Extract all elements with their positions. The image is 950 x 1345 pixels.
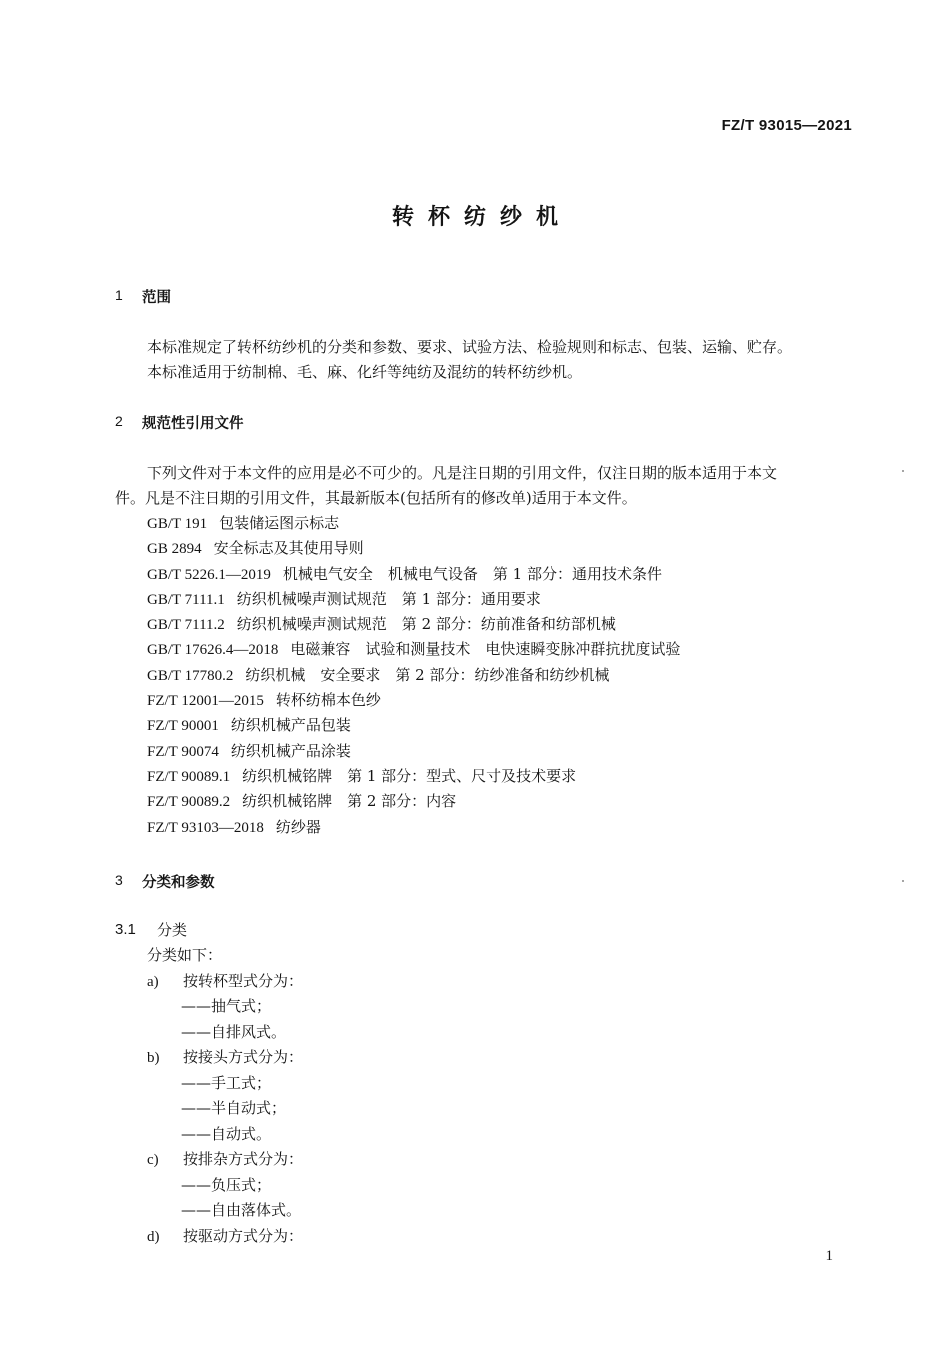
- section-1-number: 1: [115, 287, 123, 303]
- classification-item: [147, 1224, 303, 1250]
- classification-option: ——自动式。: [181, 1124, 272, 1143]
- reference-title: 包装储运图示标志: [219, 514, 340, 532]
- reference-item: [147, 637, 680, 662]
- classification-item-label: b): [147, 1050, 160, 1066]
- reference-code: GB/T 7111.1: [147, 591, 225, 608]
- reference-title: 纺织机械铭牌 第 2 部分：内容: [242, 792, 457, 811]
- reference-code: FZ/T 93103—2018: [147, 819, 264, 836]
- normative-references-list: [147, 511, 680, 840]
- classification-option: ——自排风式。: [181, 1022, 287, 1041]
- classification-item: [147, 969, 303, 995]
- reference-item: [147, 562, 680, 587]
- reference-title: 机械电气安全 机械电气设备 第 1 部分：通用技术条件: [282, 564, 662, 583]
- subsection-3-1-title: 分类: [157, 921, 188, 939]
- reference-item: [147, 688, 680, 713]
- classification-item-text: 按接头方式分为：: [183, 1048, 304, 1066]
- reference-code: FZ/T 90074: [147, 743, 219, 760]
- reference-item: [147, 739, 680, 764]
- reference-item: [147, 713, 680, 738]
- reference-title: 转杯纺棉本色纱: [275, 691, 381, 710]
- reference-item: [147, 587, 680, 612]
- classification-option: ——负压式；: [181, 1175, 272, 1194]
- reference-item: [147, 612, 680, 637]
- section-1-paragraph-2: 本标准适用于纺制棉、毛、麻、化纤等纯纺及混纺的转杯纺纱机。: [147, 363, 583, 381]
- reference-code: GB/T 17780.2: [147, 667, 234, 684]
- reference-title: 纺织机械 安全要求 第 2 部分：纺纱准备和纺纱机械: [245, 665, 610, 684]
- reference-title: 安全标志及其使用导则: [213, 539, 364, 558]
- reference-code: GB/T 5226.1—2019: [147, 566, 271, 583]
- section-2-title: 规范性引用文件: [142, 416, 244, 432]
- section-1-title: 范围: [142, 290, 171, 306]
- classification-item-text: 按转杯型式分为：: [183, 971, 304, 990]
- section-2-intro-line-2: 件。凡是不注日期的引用文件，其最新版本(包括所有的修改单)适用于本文件。: [115, 489, 637, 507]
- classification-list: [147, 943, 303, 1249]
- subsection-3-1-number: 3.1: [115, 921, 136, 938]
- classification-option: ——抽气式；: [181, 997, 272, 1015]
- reference-item: [147, 815, 680, 840]
- reference-item: [147, 511, 680, 536]
- document-title: 转杯纺纱机: [391, 205, 572, 230]
- classification-option: ——自由落体式。: [181, 1201, 302, 1219]
- standard-code: FZ/T 93015—2021: [721, 117, 852, 134]
- reference-code: FZ/T 12001—2015: [147, 693, 264, 710]
- reference-code: GB/T 17626.4—2018: [147, 642, 279, 659]
- classification-option: ——半自动式；: [181, 1099, 287, 1117]
- reference-title: 纺纱器: [275, 817, 321, 836]
- section-1-paragraph-1: 本标准规定了转杯纺纱机的分类和参数、要求、试验方法、检验规则和标志、包装、运输、贮存。: [147, 338, 793, 356]
- reference-code: GB/T 191: [147, 516, 208, 532]
- reference-code: FZ/T 90089.1: [147, 768, 231, 785]
- reference-code: GB/T 7111.2: [147, 617, 225, 634]
- section-2-number: 2: [115, 413, 123, 429]
- reference-item: [147, 789, 680, 814]
- section-3-title: 分类和参数: [142, 875, 215, 891]
- scan-speck: [902, 470, 904, 472]
- classification-intro: 分类如下：: [147, 946, 223, 964]
- reference-item: [147, 663, 680, 688]
- classification-item: [147, 1045, 303, 1071]
- section-2-intro-line-1: 下列文件对于本文件的应用是必不可少的。凡是注日期的引用文件，仅注日期的版本适用于本文: [147, 464, 778, 482]
- reference-title: 纺织机械铭牌 第 1 部分：型式、尺寸及技术要求: [242, 766, 577, 785]
- classification-item-text: 按驱动方式分为：: [183, 1226, 304, 1245]
- page-number: 1: [825, 1248, 833, 1264]
- reference-title: 纺织机械噪声测试规范 第 2 部分：纺前准备和纺部机械: [236, 615, 616, 634]
- scan-speck: [902, 880, 904, 882]
- reference-code: FZ/T 90001: [147, 718, 219, 735]
- reference-item: [147, 536, 680, 561]
- reference-title: 纺织机械噪声测试规范 第 1 部分：通用要求: [236, 589, 541, 608]
- section-3-number: 3: [115, 872, 123, 888]
- reference-title: 电磁兼容 试验和测量技术 电快速瞬变脉冲群抗扰度试验: [290, 640, 681, 659]
- reference-item: [147, 764, 680, 789]
- reference-title: 纺织机械产品包装: [230, 716, 351, 735]
- reference-code: GB 2894: [147, 541, 202, 558]
- classification-item-label: c): [147, 1152, 159, 1168]
- classification-item: [147, 1147, 303, 1173]
- reference-code: FZ/T 90089.2: [147, 794, 231, 811]
- classification-item-text: 按排杂方式分为：: [183, 1150, 304, 1168]
- classification-item-label: d): [147, 1228, 160, 1245]
- classification-option: ——手工式；: [181, 1073, 272, 1092]
- reference-title: 纺织机械产品涂装: [230, 741, 351, 760]
- classification-item-label: a): [147, 973, 159, 990]
